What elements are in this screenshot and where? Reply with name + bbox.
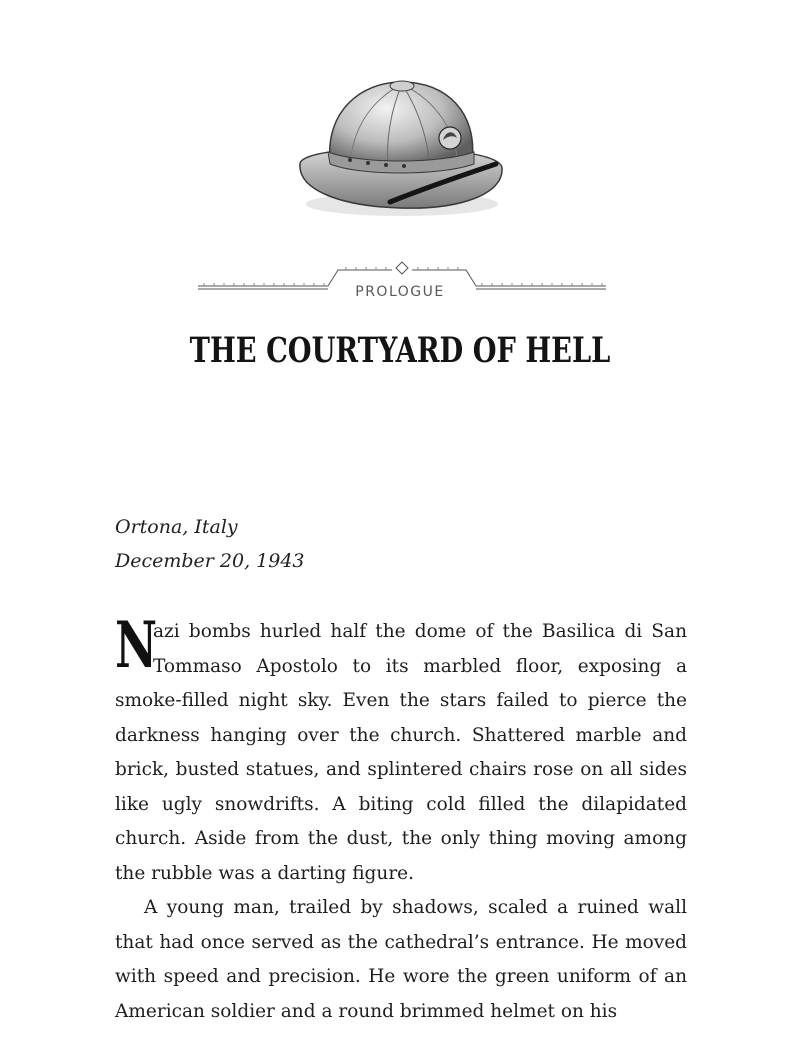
paragraph-1-text: azi bombs hurled half the dome of the Basilica di San Tommaso Apostolo to its marbled floor, exposing a smoke-filled night sky. Even the stars failed to pierce the darkness hanging over the church. Shattered marble and brick, busted statues, and splintered chairs rose on all sides like ugly snowdrifts. A biting cold filled the dilapidated church. Aside from the dust, the only thing moving among the rubble was a darting figure. xyxy=(115,621,687,884)
dateline-date: December 20, 1943 xyxy=(115,550,305,572)
chapter-body xyxy=(115,608,687,1029)
drop-cap: N xyxy=(115,608,158,683)
pith-helmet-icon xyxy=(290,72,512,220)
paragraph-1 xyxy=(115,608,687,891)
paragraph-2: A young man, trailed by shadows, scaled a ruined wall that had once served as the cathedral’s entrance. He moved with speed and precision. He wore the green uniform of an American soldier and a round brimmed helmet on his xyxy=(115,897,687,1022)
chapter-label: PROLOGUE xyxy=(355,284,445,300)
chapter-title: THE COURTYARD OF HELL xyxy=(189,330,611,371)
dateline-place: Ortona, Italy xyxy=(115,516,238,538)
